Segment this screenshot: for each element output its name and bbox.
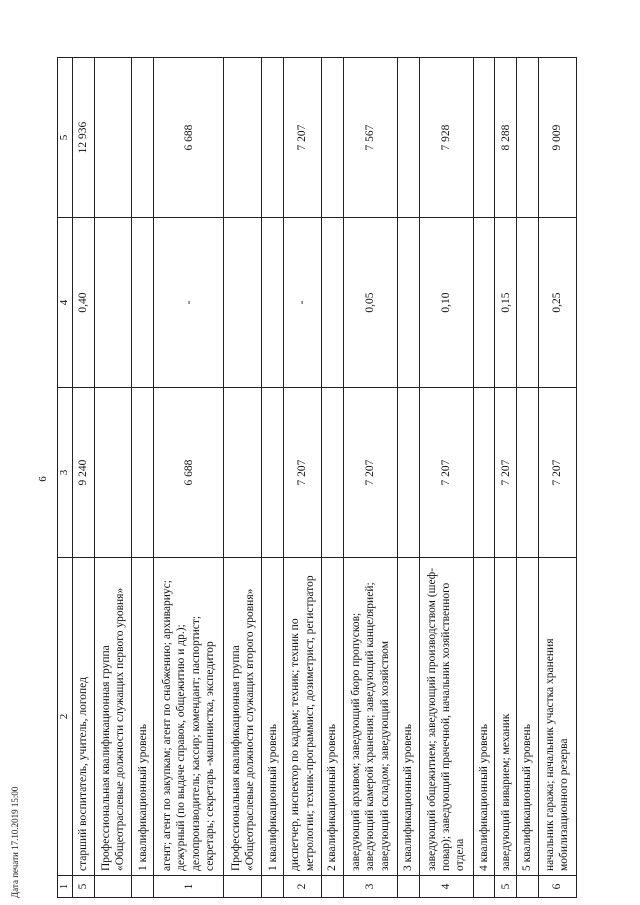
row-number-cell: [94, 876, 132, 898]
page-number: 6: [36, 476, 49, 482]
coefficient-cell: 0,10: [419, 218, 473, 388]
empty-cell: [322, 388, 344, 558]
row-number-cell: 4: [419, 876, 473, 898]
coefficient-cell: -: [154, 218, 224, 388]
empty-cell: [517, 218, 539, 388]
empty-cell: [224, 58, 262, 218]
row-number-cell: [224, 876, 262, 898]
table-row-data: [419, 58, 473, 898]
base-salary-cell: 7 207: [419, 388, 473, 558]
row-title-cell: агент; агент по закупкам; агент по снабжению; архивариус; дежурный (по выдаче справок, общежитию и др.); делопроизводитель; кассир; комендант; паспортист; секретарь; секретарь -машинистка, экспедитор: [154, 558, 224, 876]
final-salary-cell: 7 567: [343, 58, 397, 218]
row-number-cell: 5: [495, 876, 517, 898]
column-header: 2: [58, 558, 73, 876]
empty-cell: [262, 218, 284, 388]
table-row-data: [154, 58, 224, 898]
empty-cell: [94, 218, 132, 388]
empty-cell: [397, 388, 419, 558]
column-header: 5: [58, 58, 73, 218]
row-number-cell: 2: [284, 876, 322, 898]
coefficient-cell: 0,25: [538, 218, 576, 388]
base-salary-cell: 7 207: [538, 388, 576, 558]
row-title-cell: старший воспитатель, учитель, логопед: [72, 558, 94, 876]
coefficient-cell: 0,05: [343, 218, 397, 388]
table-header-row: [58, 58, 73, 898]
row-title-cell: Профессиональная квалификационная группа «Общеотраслевые должности служащих первого уровня»: [94, 558, 132, 876]
row-title-cell: 3 квалификационный уровень: [397, 558, 419, 876]
empty-cell: [262, 388, 284, 558]
row-number-cell: [517, 876, 539, 898]
table-row-data: [72, 58, 94, 898]
empty-cell: [322, 218, 344, 388]
table-body: [72, 58, 576, 898]
table-row-level: [262, 58, 284, 898]
column-header: 3: [58, 388, 73, 558]
base-salary-cell: 7 207: [343, 388, 397, 558]
print-date: Дата печати 17.10.2019 15:00: [10, 786, 20, 898]
row-number-cell: [132, 876, 154, 898]
empty-cell: [322, 58, 344, 218]
empty-cell: [473, 218, 495, 388]
empty-cell: [132, 218, 154, 388]
table-row-level: [322, 58, 344, 898]
row-title-cell: заведующий виварием; механик: [495, 558, 517, 876]
empty-cell: [224, 388, 262, 558]
table-row-data: [495, 58, 517, 898]
final-salary-cell: 7 207: [284, 58, 322, 218]
empty-cell: [94, 388, 132, 558]
row-title-cell: диспетчер, инспектор по кадрам; техник; техник по метрологии; техник-программист, дозиметрист, регистратор: [284, 558, 322, 876]
row-title-cell: 4 квалификационный уровень: [473, 558, 495, 876]
row-title-cell: 1 квалификационный уровень: [262, 558, 284, 876]
base-salary-cell: 7 207: [495, 388, 517, 558]
empty-cell: [473, 388, 495, 558]
row-number-cell: [262, 876, 284, 898]
row-number-cell: 1: [154, 876, 224, 898]
row-number-cell: [473, 876, 495, 898]
column-header: 1: [58, 876, 73, 898]
empty-cell: [397, 58, 419, 218]
row-number-cell: 3: [343, 876, 397, 898]
table-row-level: [473, 58, 495, 898]
salary-table-wrapper: [57, 58, 577, 898]
coefficient-cell: -: [284, 218, 322, 388]
base-salary-cell: 9 240: [72, 388, 94, 558]
empty-cell: [224, 218, 262, 388]
final-salary-cell: 7 928: [419, 58, 473, 218]
empty-cell: [132, 58, 154, 218]
empty-cell: [132, 388, 154, 558]
coefficient-cell: 0,15: [495, 218, 517, 388]
final-salary-cell: 6 688: [154, 58, 224, 218]
row-title-cell: заведующий архивом; заведующий бюро пропусков; заведующий камерой хранения; заведующий канцелярией; заведующий складом; заведующий хозяйством: [343, 558, 397, 876]
salary-table: [57, 57, 577, 898]
base-salary-cell: 6 688: [154, 388, 224, 558]
table-row-data: [343, 58, 397, 898]
final-salary-cell: 8 288: [495, 58, 517, 218]
row-number-cell: 6: [538, 876, 576, 898]
column-header: 4: [58, 218, 73, 388]
row-title-cell: начальник гаража; начальник участка хранения мобилизационного резерва: [538, 558, 576, 876]
table-row-data: [284, 58, 322, 898]
table-row-level: [517, 58, 539, 898]
final-salary-cell: 12 936: [72, 58, 94, 218]
table-row-group: [94, 58, 132, 898]
empty-cell: [517, 388, 539, 558]
table-row-group: [224, 58, 262, 898]
row-number-cell: 5: [72, 876, 94, 898]
empty-cell: [517, 58, 539, 218]
base-salary-cell: 7 207: [284, 388, 322, 558]
empty-cell: [397, 218, 419, 388]
empty-cell: [262, 58, 284, 218]
table-row-data: [538, 58, 576, 898]
row-title-cell: заведующий общежитием; заведующий производством (шеф-повар); заведующий прачечной, начальник хозяйственного отдела: [419, 558, 473, 876]
row-title-cell: 5 квалификационный уровень: [517, 558, 539, 876]
final-salary-cell: 9 009: [538, 58, 576, 218]
row-number-cell: [322, 876, 344, 898]
empty-cell: [473, 58, 495, 218]
row-title-cell: 1 квалификационный уровень: [132, 558, 154, 876]
table-row-level: [397, 58, 419, 898]
table-row-level: [132, 58, 154, 898]
empty-cell: [94, 58, 132, 218]
coefficient-cell: 0,40: [72, 218, 94, 388]
row-number-cell: [397, 876, 419, 898]
row-title-cell: Профессиональная квалификационная группа «Общеотраслевые должности служащих второго уровня»: [224, 558, 262, 876]
row-title-cell: 2 квалификационный уровень: [322, 558, 344, 876]
